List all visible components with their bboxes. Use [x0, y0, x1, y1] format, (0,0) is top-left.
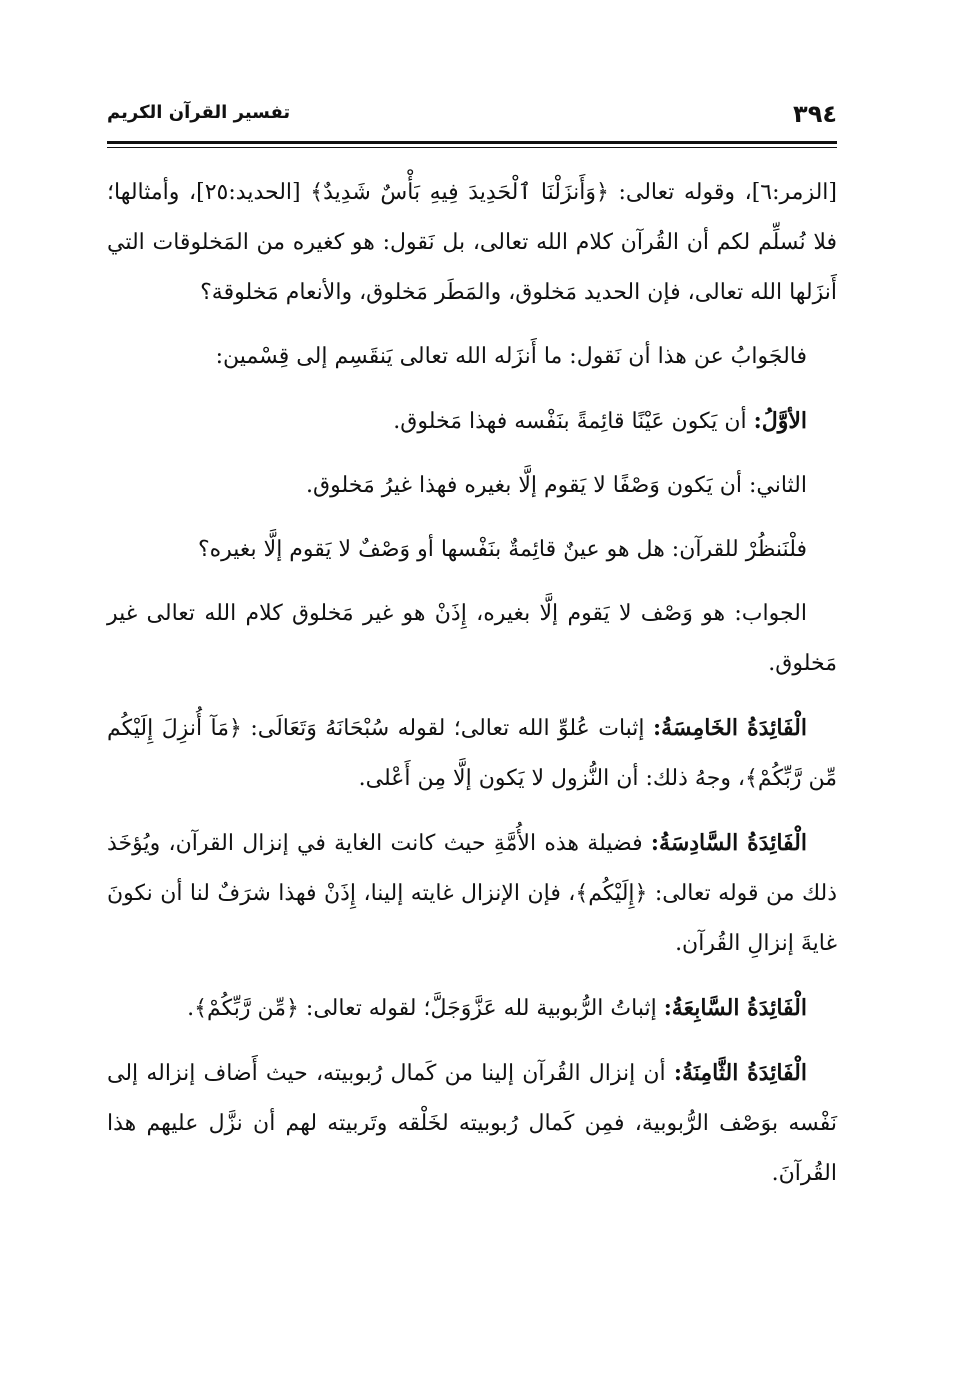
- paragraph: [107, 332, 837, 382]
- paragraph-lead: الْفَائِدَةُ الثَّامِنَةُ:: [673, 1060, 808, 1086]
- header-rule-thick: [107, 141, 837, 144]
- paragraph: [107, 461, 837, 511]
- paragraph-lead: الثاني:: [748, 473, 807, 498]
- paragraph-text: أن يَكون وَصْفًا لا يَقوم إلَّا بغيره فهذا غيرُ مَخلوق.: [306, 473, 749, 498]
- book-title: تفسير القرآن الكريم: [107, 102, 291, 123]
- paragraph-lead: الْفَائِدَةُ الخَامِسَةُ:: [652, 715, 807, 741]
- paragraph-text: إثباتُ الرُّبوبية لله عَزَّوَجَلَّ؛ لقوله تعالى: ﴿مِّن رَّبِّكُمْ﴾.: [187, 996, 664, 1021]
- paragraph-text: فلْنَنظُرْ للقرآن: هل هو عينٌ قائِمةٌ بنَفْسها أو وَصْفٌ لا يَقوم إلَّا بغيره؟: [197, 537, 807, 562]
- paragraph-lead: الْفَائِدَةُ السَّادِسَةُ:: [650, 830, 807, 856]
- paragraph: [107, 703, 837, 804]
- header-rule-thin: [107, 147, 837, 148]
- page-body: [107, 168, 837, 1213]
- paragraph: [107, 1048, 837, 1199]
- page-header: [107, 92, 837, 138]
- paragraph-text: إثبات عُلوِّ الله تعالى؛ لقوله سُبْحَانَهُ وَتَعَالَى: ﴿مَآ أُنزِلَ إِلَيْكُم مِّن رَّبِّكُمْ﴾، وجهُ ذلك: أن النُّزول لا يَكون إلَّا مِن أَعْلى.: [107, 716, 837, 791]
- paragraph-text: فضيلة هذه الأُمَّةِ حيث كانت الغاية في إنزال القرآن، ويُؤخَذ ذلك من قوله تعالى: ﴿إِلَيْكُم﴾، فإن الإنزال غايته إلينا، إِذَنْ فهذا شرَفٌ لنا أن نكونَ غايةَ إنزالِ القُرآن.: [107, 831, 837, 956]
- paragraph-lead: الأوَّلُ:: [753, 408, 807, 434]
- paragraph: [107, 168, 837, 318]
- paragraph: [107, 525, 837, 575]
- paragraph-text: [الزمر:٦]، وقوله تعالى: ﴿وَأَنزَلْنَا ٱلْحَدِيدَ فِيهِ بَأْسٌ شَدِيدٌ﴾ [الحديد:٢٥]، وأمثالها؛ فلا نُسلِّم لكم أن القُرآن كلام الله تعالى، بل نَقول: هو كغيره من المَخلوقات التي أَنزَلها الله تعالى، فإن الحديد مَخلوق، والمَطَر مَخلوق، والأنعام مَخلوقة؟: [107, 180, 837, 305]
- paragraph: [107, 396, 837, 447]
- paragraph: [107, 589, 837, 689]
- paragraph: [107, 983, 837, 1034]
- paragraph-lead: الْفَائِدَةُ السَّابِعَةُ:: [663, 995, 807, 1021]
- paragraph-text: أن إنزال القُرآن إلينا من كَمال رُبوبيته، حيث أَضاف إنزاله إلى نَفْسه بوَصْف الرُّبوبية، فمِن كَمال رُبوبيته لخَلْقه وتَربيته لهم أن نزَّل عليهم هذا القُرآنَ.: [107, 1061, 837, 1186]
- paragraph-text: فالجَوابُ عن هذا أن نَقول: ما أَنزَله الله تعالى يَنقَسِم إلى قِسْمين:: [215, 344, 807, 369]
- paragraph: [107, 818, 837, 969]
- paragraph-text: الجواب: هو وَصْف لا يَقوم إلَّا بغيره، إِذَنْ هو غير مَخلوق كلام الله تعالى غير مَخلوق.: [107, 601, 837, 676]
- page-number: ٣٩٤: [793, 100, 837, 128]
- paragraph-text: أن يَكون عَيْنًا قائِمةً بنَفْسه فهذا مَخلوق.: [393, 409, 754, 434]
